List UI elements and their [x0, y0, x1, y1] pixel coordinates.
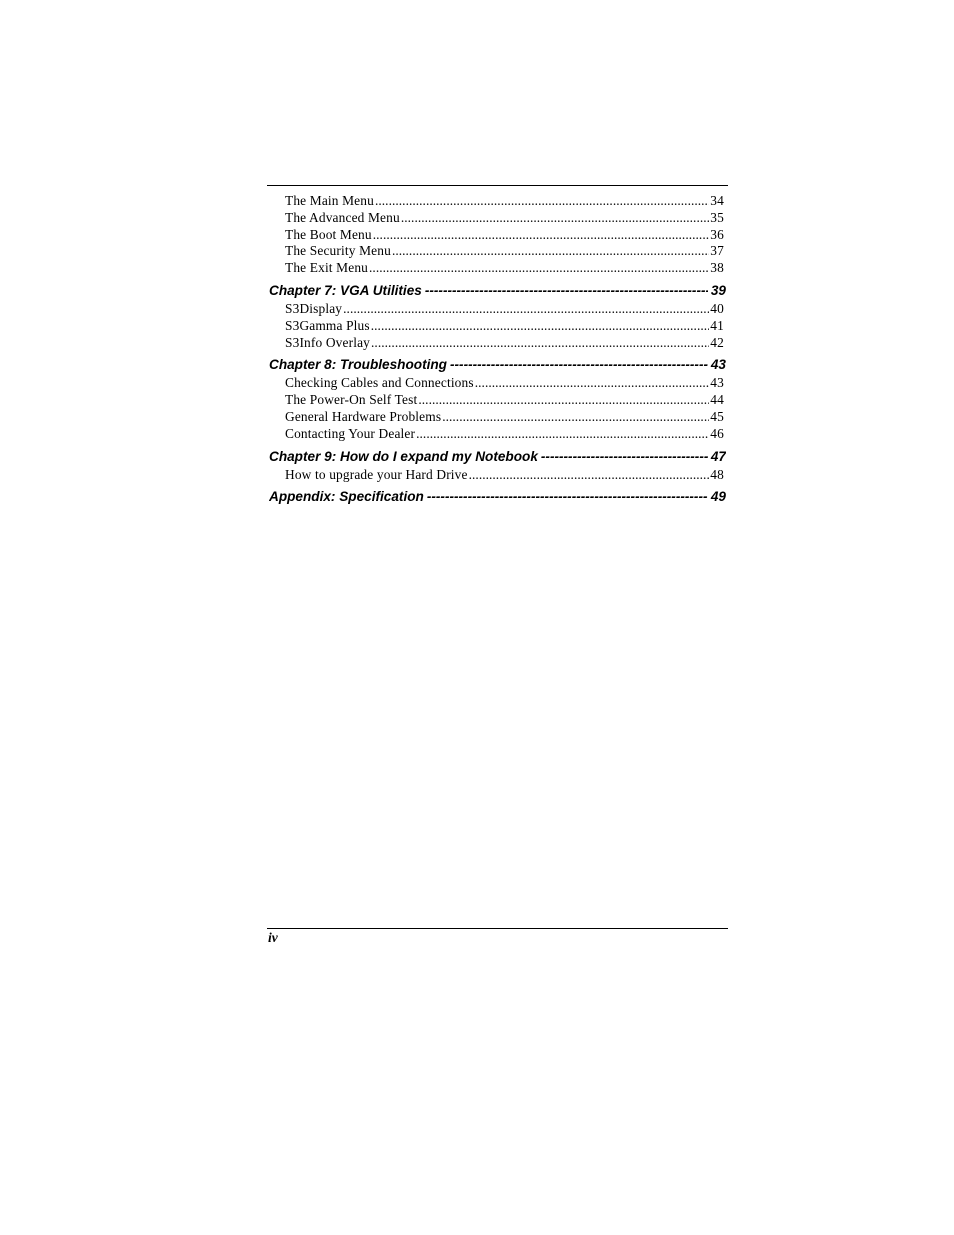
- chapter-page: 47: [710, 448, 726, 464]
- dot-leader: [469, 467, 710, 484]
- toc-entry-page: 35: [710, 209, 724, 225]
- toc-entry-page: 38: [710, 260, 724, 276]
- toc-entry-security-menu[interactable]: [269, 243, 726, 260]
- toc-entry-power-on-self-test[interactable]: [269, 392, 726, 409]
- toc-entry-page: 37: [710, 243, 724, 259]
- toc-entry-contacting-dealer[interactable]: [269, 426, 726, 443]
- page-number: iv: [268, 930, 278, 945]
- toc-chapter-7[interactable]: [269, 282, 726, 300]
- chapter-title: Appendix: Specification: [269, 489, 424, 505]
- toc-entry-title: Checking Cables and Connections: [285, 375, 474, 391]
- dot-leader: [442, 409, 709, 426]
- toc-entry-title: The Main Menu: [285, 193, 374, 208]
- toc-entry-checking-cables[interactable]: [269, 375, 726, 392]
- toc-entry-page: 43: [710, 375, 724, 391]
- toc-entry-page: 40: [710, 300, 724, 316]
- toc-entry-page: 45: [710, 408, 724, 424]
- dash-leader: [427, 488, 708, 506]
- toc-entry-title: The Exit Menu: [285, 260, 369, 276]
- chapter-title: Chapter 8: Troubleshooting: [269, 357, 447, 373]
- table-of-contents: [269, 193, 726, 507]
- chapter-page: 39: [710, 282, 726, 298]
- toc-chapter-9[interactable]: [269, 448, 726, 466]
- toc-entry-title: General Hardware Problems: [285, 408, 442, 424]
- dash-leader: [450, 356, 708, 374]
- dot-leader: [371, 335, 709, 352]
- toc-entry-upgrade-hard-drive[interactable]: [269, 467, 726, 484]
- toc-entry-page: 41: [710, 317, 724, 333]
- toc-entry-title: Contacting Your Dealer: [285, 425, 416, 441]
- toc-entry-advanced-menu[interactable]: [269, 210, 726, 227]
- chapter-page: 43: [710, 357, 726, 373]
- toc-entry-title: S3Display: [285, 300, 343, 316]
- dot-leader: [401, 210, 709, 227]
- dot-leader: [475, 375, 710, 392]
- toc-entry-page: 48: [710, 466, 724, 482]
- toc-entry-page: 46: [710, 425, 724, 441]
- footer-rule: [267, 928, 728, 929]
- toc-entry-hardware-problems[interactable]: [269, 409, 726, 426]
- header-rule: [267, 185, 728, 186]
- toc-entry-s3info-overlay[interactable]: [269, 335, 726, 352]
- dot-leader: [369, 260, 709, 277]
- toc-appendix[interactable]: [269, 488, 726, 506]
- dot-leader: [371, 318, 710, 335]
- toc-entry-title: The Security Menu: [285, 243, 391, 259]
- dot-leader: [418, 392, 709, 409]
- toc-entry-page: 34: [710, 193, 724, 208]
- toc-entry-title: S3Info Overlay: [285, 334, 371, 350]
- toc-entry-s3display[interactable]: [269, 301, 726, 318]
- toc-entry-main-menu[interactable]: [269, 193, 726, 210]
- toc-entry-page: 36: [710, 226, 724, 242]
- chapter-title: Chapter 7: VGA Utilities: [269, 282, 422, 298]
- dot-leader: [416, 426, 709, 443]
- toc-entry-title: S3Gamma Plus: [285, 317, 370, 333]
- toc-entry-title: The Advanced Menu: [285, 209, 400, 225]
- dash-leader: [541, 448, 708, 466]
- toc-entry-page: 42: [710, 334, 724, 350]
- chapter-page: 49: [710, 489, 726, 505]
- toc-entry-title: The Boot Menu: [285, 226, 372, 242]
- toc-chapter-8[interactable]: [269, 356, 726, 374]
- toc-entry-title: The Power-On Self Test: [285, 392, 418, 408]
- toc-entry-title: How to upgrade your Hard Drive: [285, 466, 468, 482]
- dash-leader: [425, 282, 708, 300]
- dot-leader: [373, 227, 710, 244]
- dot-leader: [392, 243, 709, 260]
- toc-entry-exit-menu[interactable]: [269, 260, 726, 277]
- dot-leader: [343, 301, 709, 318]
- dot-leader: [375, 193, 709, 210]
- toc-entry-boot-menu[interactable]: [269, 227, 726, 244]
- chapter-title: Chapter 9: How do I expand my Notebook: [269, 448, 538, 464]
- toc-entry-s3gamma-plus[interactable]: [269, 318, 726, 335]
- toc-entry-page: 44: [710, 392, 724, 408]
